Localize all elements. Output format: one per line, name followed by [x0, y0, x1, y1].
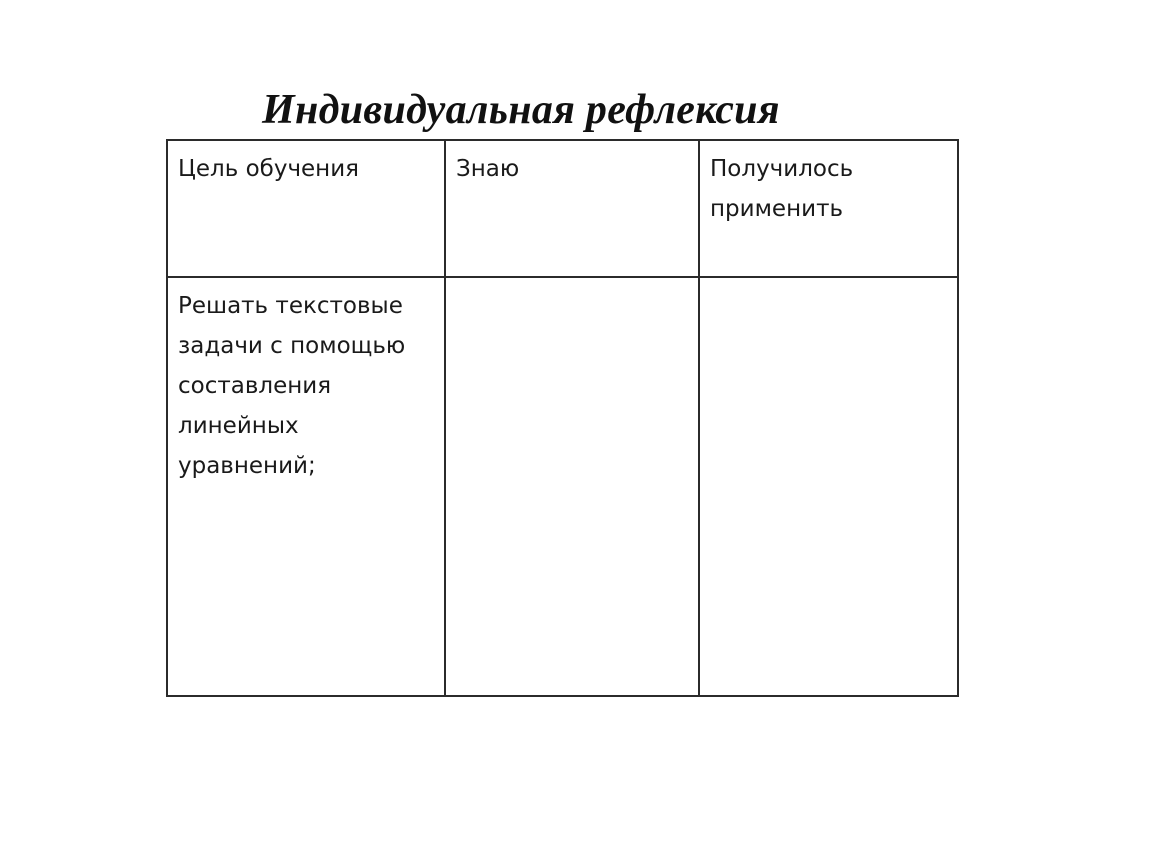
cell-managed-to-apply[interactable] — [699, 277, 958, 696]
header-cell-learning-goal: Цель обучения — [167, 140, 445, 277]
page-title: Индивидуальная рефлексия — [262, 87, 780, 133]
cell-learning-goal: Решать текстовые задачи с помощью составления линейных уравнений; — [167, 277, 445, 696]
cell-know[interactable] — [445, 277, 699, 696]
reflection-table — [166, 139, 959, 697]
header-cell-know: Знаю — [445, 140, 699, 277]
table-row — [167, 277, 958, 696]
table-header-row — [167, 140, 958, 277]
header-cell-managed-to-apply: Получилось применить — [699, 140, 958, 277]
